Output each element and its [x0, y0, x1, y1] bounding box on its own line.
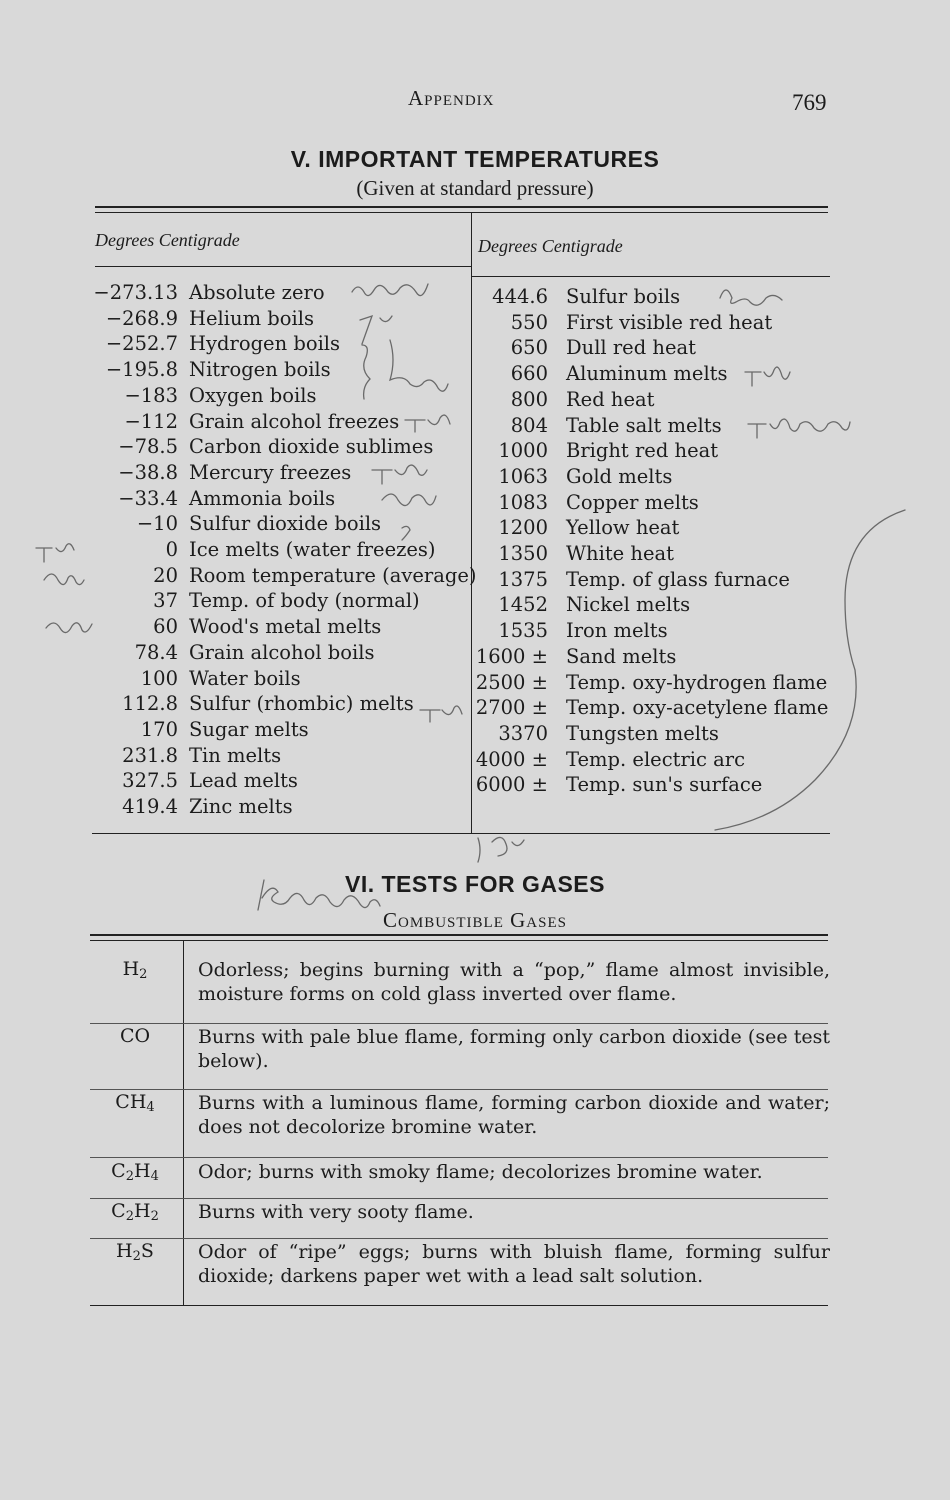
formula-element: C	[111, 1160, 126, 1182]
formula-element: H	[133, 1200, 151, 1222]
temperature-value: 1083	[498, 490, 548, 514]
temperature-value: −33.4	[118, 486, 178, 510]
temperature-label: Table salt melts	[566, 413, 722, 437]
gas-test-description: Burns with pale blue flame, forming only carbon dioxide (see test below).	[198, 1026, 830, 1072]
temperature-label: Sulfur dioxide boils	[189, 512, 382, 536]
temperature-value: 1535	[498, 619, 548, 643]
temperature-value: −268.9	[105, 306, 178, 330]
formula-subscript: 2	[132, 1249, 141, 1264]
temperature-value: 800	[510, 387, 548, 411]
gases-title: VI. TESTS FOR GASES	[345, 871, 605, 897]
gas-test-description: Odorless; begins burning with a “pop,” flame almost invisible, moisture forms on cold glass inverted over flame.	[198, 959, 830, 1005]
temperature-label: Sand melts	[566, 644, 677, 668]
temperature-label: Carbon dioxide sublimes	[189, 435, 434, 459]
pencil-mark	[258, 880, 380, 910]
temperature-label: White heat	[566, 542, 674, 565]
temperature-value: 2700 ±	[475, 696, 548, 720]
temperature-label: Grain alcohol boils	[189, 640, 375, 664]
pencil-mark	[405, 415, 450, 432]
temperature-value: 170	[140, 717, 178, 741]
temperature-label: Hydrogen boils	[189, 332, 341, 356]
formula-element: H	[133, 1160, 151, 1182]
temperature-value: 1063	[498, 464, 548, 488]
temperature-label: Temp. of body (normal)	[189, 589, 420, 613]
temperature-label: Sugar melts	[189, 717, 309, 741]
page-number: 769	[792, 90, 827, 115]
formula-element: C	[111, 1200, 126, 1222]
temperature-value: 650	[510, 336, 548, 360]
temperature-label: Nitrogen boils	[189, 358, 331, 382]
temperature-value: −112	[124, 409, 178, 433]
temperature-label: Bright red heat	[566, 439, 719, 463]
pencil-mark	[362, 345, 370, 399]
pencil-mark	[390, 340, 448, 391]
temperature-value: −273.13	[93, 281, 178, 304]
temperature-label: Mercury freezes	[189, 460, 352, 484]
temperature-value: 660	[510, 362, 548, 386]
pencil-mark	[382, 494, 436, 506]
temperatures-title: V. IMPORTANT TEMPERATURES	[290, 146, 660, 172]
formula-subscript: 4	[146, 1100, 155, 1115]
pencil-mark	[46, 623, 92, 633]
temperature-label: Zinc melts	[189, 795, 293, 818]
formula-subscript: 2	[125, 1209, 134, 1224]
formula-element: S	[140, 1240, 154, 1262]
gas-test-description: Odor of “ripe” eggs; burns with bluish flame, forming sulfur dioxide; darkens paper wet with a lead salt solution.	[198, 1241, 830, 1287]
formula-element: H	[116, 1240, 133, 1262]
temperature-label: Temp. electric arc	[566, 747, 746, 771]
temperature-value: 37	[153, 589, 178, 613]
temperature-label: Temp. of glass furnace	[566, 567, 790, 591]
temperature-label: Tin melts	[189, 743, 282, 767]
temperature-label: Dull red heat	[566, 336, 696, 360]
temperature-label: Red heat	[566, 387, 655, 411]
formula-subscript: 2	[139, 967, 148, 982]
temperature-value: −195.8	[105, 358, 178, 382]
gas-test-description: Burns with very sooty flame.	[198, 1201, 474, 1223]
temperature-label: Helium boils	[189, 306, 314, 330]
temperature-label: Oxygen boils	[189, 383, 317, 407]
temperature-label: Iron melts	[566, 619, 668, 643]
formula-subscript: 2	[125, 1169, 134, 1184]
temperature-value: −10	[136, 512, 178, 536]
running-head: Appendix	[408, 86, 495, 110]
gases-subtitle: Combustible Gases	[383, 908, 567, 932]
temperature-value: 1000	[498, 439, 548, 463]
temperature-value: −38.8	[118, 460, 178, 484]
temperature-value: 20	[153, 563, 178, 587]
temperature-value: 1600 ±	[475, 644, 548, 668]
pencil-mark	[44, 574, 84, 585]
temperature-label: Aluminum melts	[566, 362, 728, 386]
gas-test-description: Burns with a luminous flame, forming carbon dioxide and water; does not decolorize bromine water.	[198, 1092, 830, 1138]
temperature-value: 231.8	[122, 743, 178, 767]
temperature-label: Ice melts (water freezes)	[189, 538, 436, 561]
formula-element: H	[122, 958, 140, 980]
temperature-value: 327.5	[122, 769, 178, 793]
formula-element: CH	[115, 1091, 147, 1113]
temperature-value: 100	[140, 666, 178, 690]
temperature-value: 804	[510, 413, 548, 437]
temperature-value: −78.5	[118, 435, 178, 459]
temperature-value: 550	[510, 310, 548, 334]
temperature-label: Room temperature (average)	[189, 563, 477, 587]
pencil-mark	[372, 465, 427, 484]
pencil-mark	[420, 706, 462, 722]
temperature-label: Lead melts	[189, 769, 298, 793]
temperature-value: 2500 ±	[475, 670, 548, 694]
temperature-label: Temp. oxy-acetylene flame	[566, 696, 829, 720]
pencil-mark	[478, 837, 524, 862]
formula-subscript: 4	[150, 1169, 159, 1184]
temperature-label: Wood's metal melts	[189, 615, 382, 639]
temperature-label: Gold melts	[566, 464, 673, 488]
temperature-value: 1200	[498, 516, 548, 540]
pencil-mark	[402, 526, 410, 540]
temperature-label: Sulfur boils	[566, 285, 681, 308]
pencil-mark	[720, 290, 782, 305]
temperature-value: 1452	[498, 593, 548, 617]
formula-element: CO	[119, 1025, 151, 1047]
pencil-mark	[36, 544, 74, 562]
pencil-mark	[360, 316, 392, 344]
temperature-label: Grain alcohol freezes	[189, 409, 400, 433]
temperature-value: 419.4	[122, 795, 178, 818]
left-column-header: Degrees Centigrade	[95, 230, 240, 250]
temperature-value: 6000 ±	[475, 773, 548, 797]
temperature-label: Water boils	[189, 666, 301, 690]
temperature-value: 444.6	[492, 285, 548, 308]
formula-subscript: 2	[150, 1209, 159, 1224]
temperature-label: First visible red heat	[566, 310, 773, 334]
temperature-label: Yellow heat	[566, 516, 680, 540]
temperature-label: Absolute zero	[189, 281, 325, 304]
temperature-label: Temp. sun's surface	[566, 773, 763, 797]
temperatures-subtitle: (Given at standard pressure)	[356, 176, 594, 200]
temperature-value: −183	[124, 383, 178, 407]
temperature-value: 78.4	[134, 640, 178, 664]
pencil-mark	[352, 284, 428, 296]
pencil-mark	[715, 510, 905, 830]
temperature-label: Ammonia boils	[189, 486, 336, 510]
gas-test-description: Odor; burns with smoky flame; decolorizes bromine water.	[198, 1161, 763, 1183]
temperature-label: Sulfur (rhombic) melts	[189, 692, 414, 716]
temperature-value: 4000 ±	[475, 747, 548, 771]
pencil-mark	[745, 367, 790, 386]
temperature-value: 0	[165, 538, 178, 561]
temperature-value: 60	[153, 615, 178, 639]
right-column-header: Degrees Centigrade	[478, 236, 623, 256]
temperature-value: 1375	[498, 567, 548, 591]
temperature-label: Copper melts	[566, 490, 699, 514]
temperature-label: Temp. oxy-hydrogen flame	[566, 670, 828, 694]
temperature-label: Tungsten melts	[566, 721, 719, 745]
pencil-mark	[748, 419, 850, 438]
temperature-value: 112.8	[122, 692, 178, 716]
temperature-value: 3370	[498, 721, 548, 745]
temperature-value: −252.7	[105, 332, 178, 356]
temperature-value: 1350	[498, 542, 548, 565]
temperature-label: Nickel melts	[566, 593, 691, 617]
